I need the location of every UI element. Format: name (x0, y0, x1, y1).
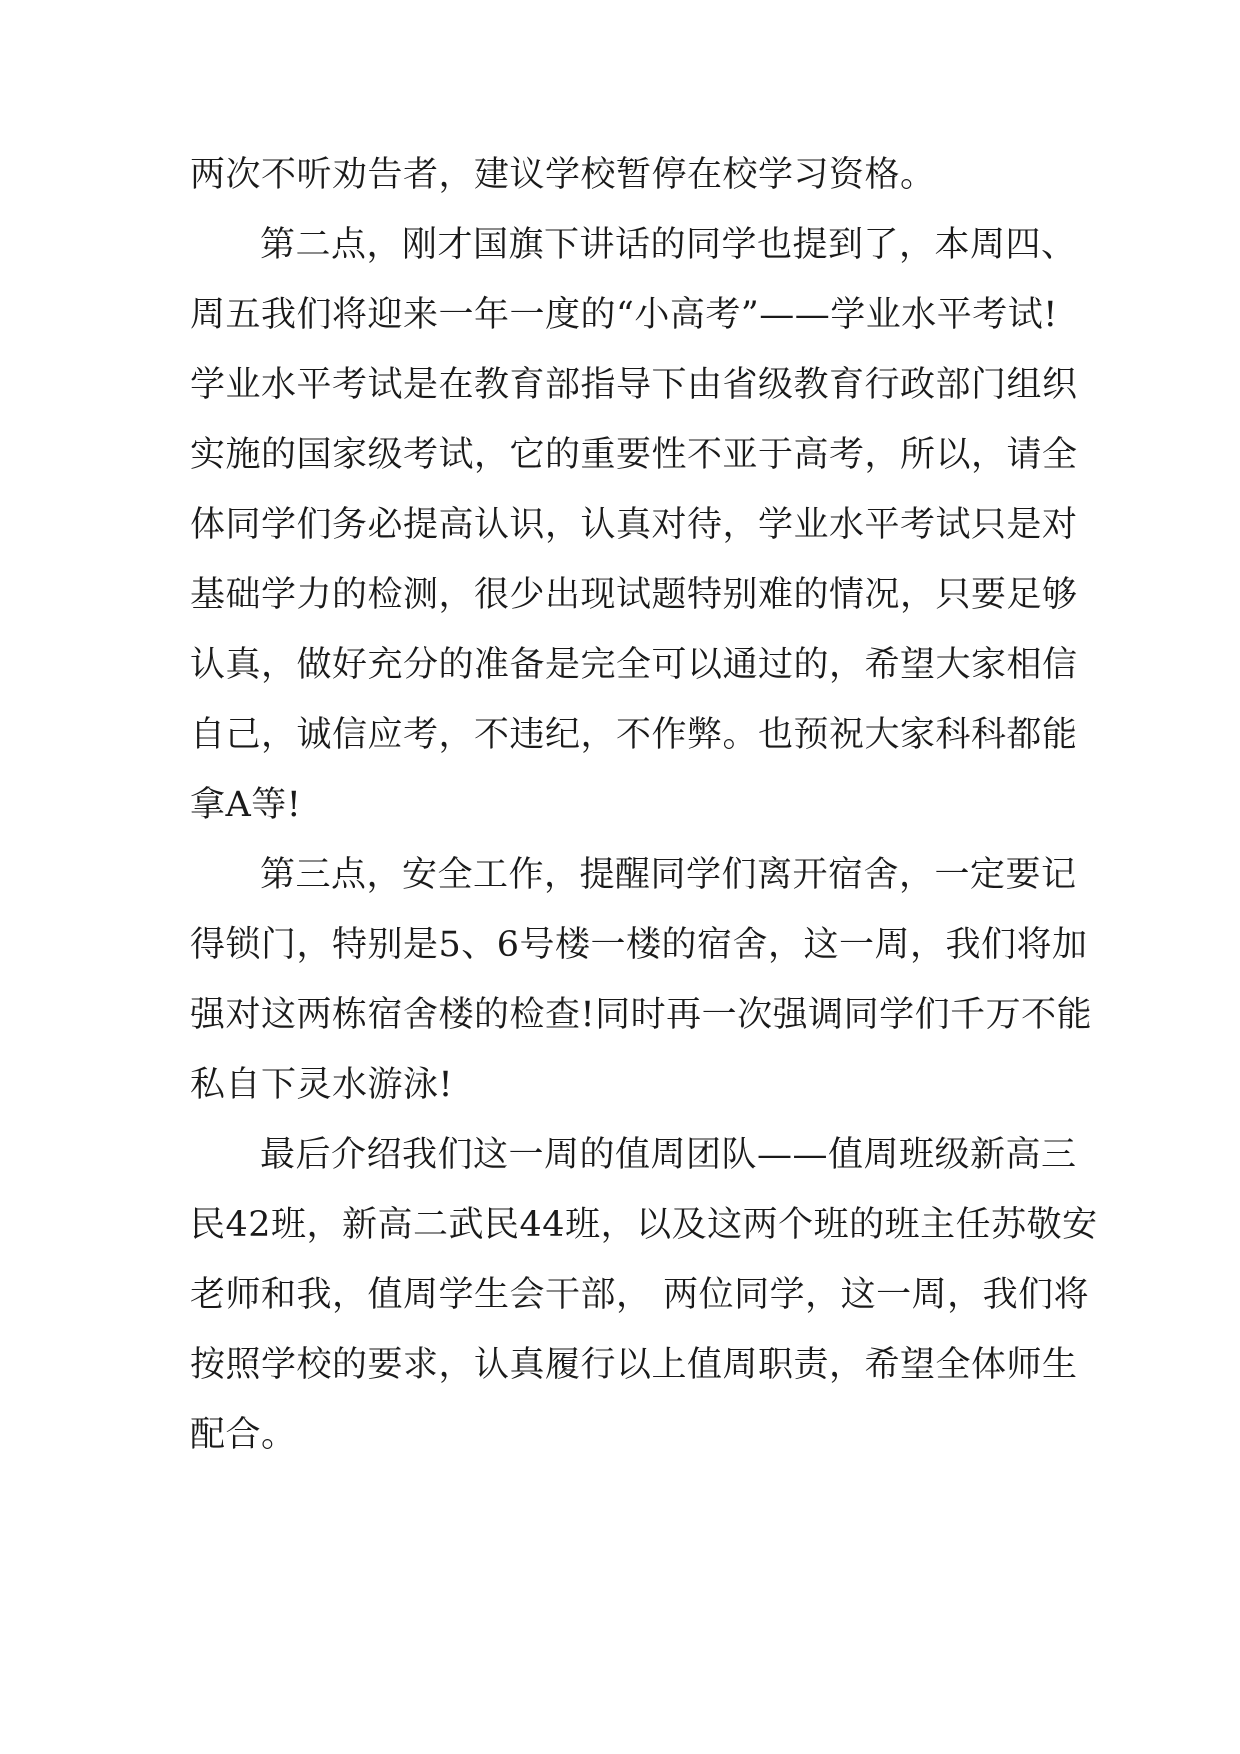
p2-line-5: 体同学们务必提高认识，认真对待，学业水平考试只是对 (190, 505, 1078, 545)
p2-line-2: 周五我们将迎来一年一度的“小高考”——学业水平考试! (190, 295, 1058, 335)
p2-line-4: 实施的国家级考试，它的重要性不亚于高考，所以，请全 (190, 435, 1078, 475)
p2-line-7: 认真，做好充分的准备是完全可以通过的，希望大家相信 (190, 645, 1078, 685)
p2-line-8: 自己，诚信应考，不违纪，不作弊。也预祝大家科科都能 (190, 715, 1078, 755)
p3-line-3: 强对这两栋宿舍楼的检查!同时再一次强调同学们千万不能 (190, 995, 1093, 1035)
p4-line-2: 民42班，新高二武民44班，以及这两个班的班主任苏敬安 (190, 1205, 1098, 1245)
p1-line-1: 两次不听劝告者，建议学校暂停在校学习资格。 (190, 155, 936, 195)
p3-line-4: 私自下灵水游泳! (190, 1065, 454, 1105)
p4-line-3: 老师和我，值周学生会干部， 两位同学，这一周，我们将 (190, 1275, 1090, 1315)
p3-line-2: 得锁门，特别是5、6号楼一楼的宿舍，这一周，我们将加 (190, 925, 1088, 965)
p2-line-3: 学业水平考试是在教育部指导下由省级教育行政部门组织 (190, 365, 1078, 405)
p4-line-1: 最后介绍我们这一周的值周团队——值周班级新高三 (260, 1135, 1077, 1175)
p2-line-1: 第二点，刚才国旗下讲话的同学也提到了，本周四、 (260, 225, 1077, 265)
p3-line-1: 第三点，安全工作，提醒同学们离开宿舍，一定要记 (260, 855, 1077, 895)
p2-line-6: 基础学力的检测，很少出现试题特别难的情况，只要足够 (190, 575, 1078, 615)
p4-line-4: 按照学校的要求，认真履行以上值周职责，希望全体师生 (190, 1345, 1078, 1385)
p2-line-9: 拿A等! (190, 785, 302, 825)
p4-line-5: 配合。 (190, 1415, 297, 1455)
